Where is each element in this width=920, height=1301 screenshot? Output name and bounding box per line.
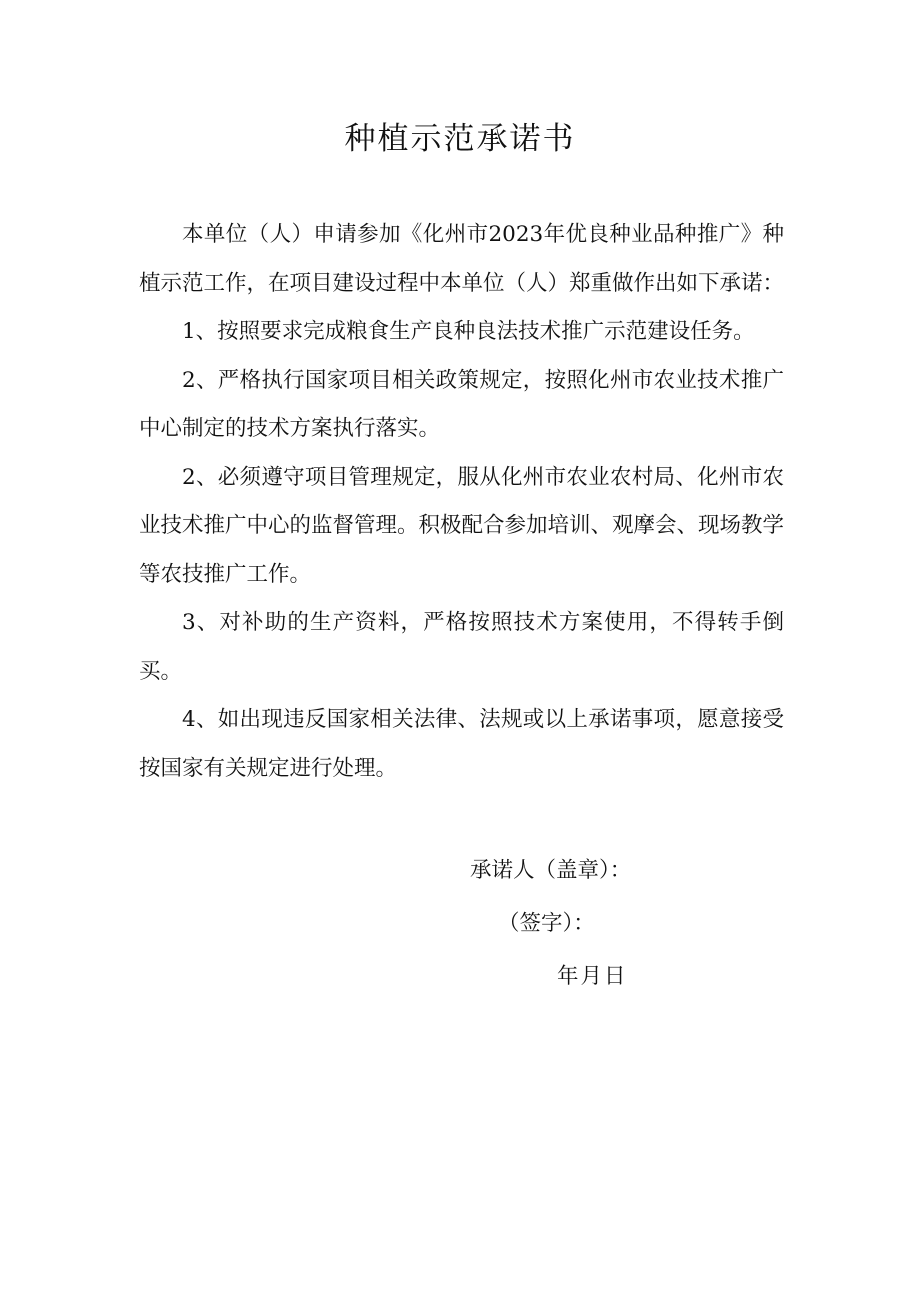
signoff-signature-label: （签字）： bbox=[498, 911, 595, 936]
commitment-item-2: 2、严格执行国家项目相关政策规定，按照化州市农业技术推广中心制定的技术方案执行落实。 bbox=[139, 367, 784, 441]
commitment-item-1: 1、按照要求完成粮食生产良种良法技术推广示范建设任务。 bbox=[182, 319, 755, 344]
commitment-item-5: 4、如出现违反国家相关法律、法规或以上承诺事项，愿意接受按国家有关规定进行处理。 bbox=[139, 707, 784, 781]
signoff-seal-label: 承诺人（盖章）： bbox=[470, 858, 632, 883]
document-title: 种植示范承诺书 bbox=[344, 121, 576, 157]
commitment-item-4: 3、对补助的生产资料，严格按照技术方案使用，不得转手倒买。 bbox=[139, 610, 784, 684]
intro-paragraph: 本单位（人）申请参加《化州市2023年优良种业品种推广》种植示范工作，在项目建设过程中本单位（人）郑重做作出如下承诺： bbox=[139, 222, 785, 296]
signoff-date-label: 年月日 bbox=[557, 964, 628, 989]
commitment-item-3: 2、必须遵守项目管理规定，服从化州市农业农村局、化州市农业技术推广中心的监督管理。积极配合参加培训、观摩会、现场教学等农技推广工作。 bbox=[139, 464, 785, 587]
document-body bbox=[139, 211, 784, 793]
